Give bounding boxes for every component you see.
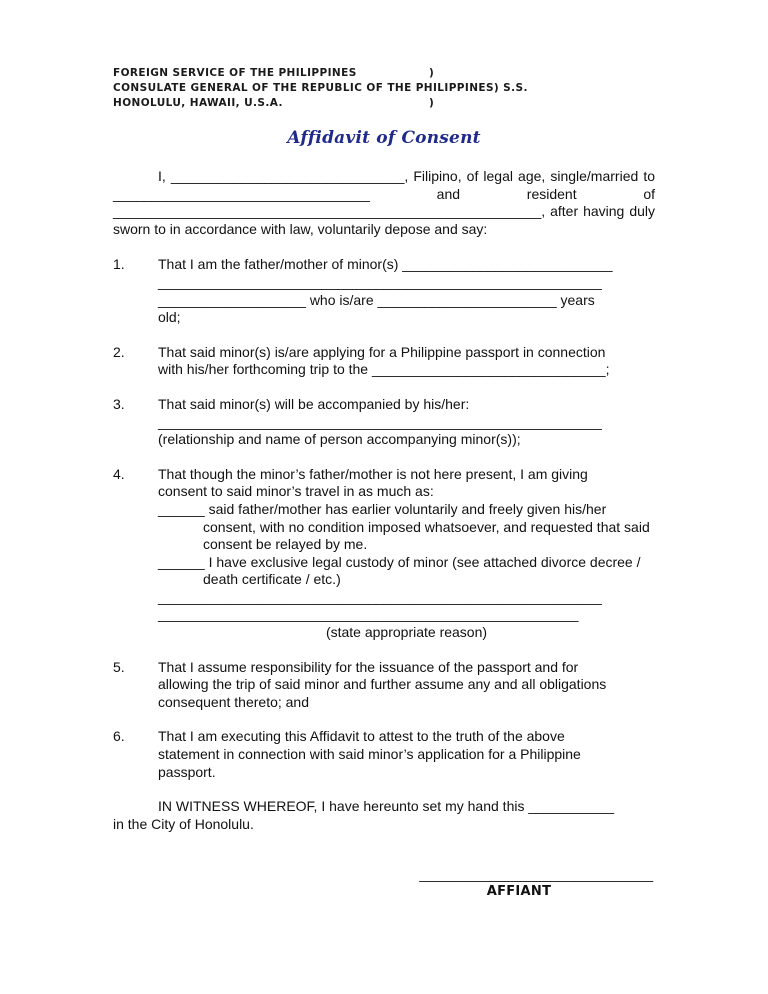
statement-item-4	[113, 466, 655, 642]
item-number: 4.	[113, 465, 125, 482]
affidavit-body	[113, 168, 655, 833]
item-line: That though the minor’s father/mother is not here present, I am giving	[158, 465, 588, 482]
document-header	[113, 66, 553, 111]
document-title: Affidavit of Consent	[287, 128, 481, 148]
item-number: 3.	[113, 395, 125, 412]
item-line: ___________________ who is/are _______________________ years	[158, 291, 595, 308]
header-paren-3: )	[429, 97, 435, 109]
item-line: That I am the father/mother of minor(s) ___________________________	[158, 256, 613, 273]
item-number: 1.	[113, 256, 125, 273]
header-line-2	[113, 81, 553, 96]
item-line: allowing the trip of said minor and further assume any and all obligations	[158, 676, 607, 693]
reason-blank-line: _________________________________________________________	[158, 588, 602, 605]
item-line: statement in connection with said minor’s application for a Philippine	[158, 746, 581, 763]
statement-list	[113, 256, 655, 781]
header-consulate: CONSULATE GENERAL OF THE REPUBLIC OF THE PHILIPPINES) S.S.	[113, 82, 528, 94]
item-line: That said minor(s) is/are applying for a Philippine passport in connection	[158, 343, 606, 360]
item-line: consequent thereto; and	[158, 693, 310, 710]
witness-line-1: IN WITNESS WHEREOF, I have hereunto set my hand this ___________	[158, 798, 614, 815]
item-line: That I assume responsibility for the issuance of the passport and for	[158, 658, 579, 675]
item-number: 6.	[113, 728, 125, 745]
witness-line-2: in the City of Honolulu.	[113, 815, 254, 832]
header-line-1	[113, 66, 553, 81]
consent-option-exclusive-custody: ______ I have exclusive legal custody of minor (see attached divorce decree / death certificate / etc.)	[158, 553, 641, 588]
intro-paragraph: I, ______________________________, Filipino, of legal age, single/married to _________________________________ and resident of _______________________________________________________, after having duly sworn to in accordance with law, voluntarily depose and say:	[113, 168, 655, 237]
reason-note: (state appropriate reason)	[325, 624, 488, 641]
item-number: 2.	[113, 343, 125, 360]
item-line: _________________________________________________________	[158, 273, 602, 290]
item-line: That I am executing this Affidavit to attest to the truth of the above	[158, 728, 565, 745]
header-location: HONOLULU, HAWAII, U.S.A.	[113, 97, 283, 109]
item-line: consent to said minor’s travel in as much as:	[158, 483, 434, 500]
statement-item-1	[113, 256, 655, 326]
signature-line: ______________________________	[419, 866, 653, 882]
witness-clause	[113, 798, 655, 833]
header-line-3	[113, 96, 553, 111]
consent-option-earlier-given: ______ said father/mother has earlier voluntarily and freely given his/her consent, with no condition imposed whatsoever, and requested that said consent be relayed by me.	[158, 500, 650, 553]
reason-blank-line: ______________________________________________________	[158, 606, 579, 623]
header-paren-1: )	[429, 67, 435, 79]
statement-item-3	[113, 396, 655, 449]
item-line: _________________________________________________________	[158, 413, 602, 430]
item-line: with his/her forthcoming trip to the ______________________________;	[158, 361, 610, 378]
affiant-label: AFFIANT	[486, 884, 552, 899]
item-line: (relationship and name of person accompanying minor(s));	[158, 431, 521, 448]
statement-item-6	[113, 728, 655, 781]
item-number: 5.	[113, 658, 125, 675]
item-line: passport.	[158, 763, 216, 780]
item-line: That said minor(s) will be accompanied by his/her:	[158, 395, 470, 412]
item-line: old;	[158, 309, 181, 326]
signature-block	[385, 866, 653, 900]
statement-item-2	[113, 344, 655, 379]
statement-item-5	[113, 659, 655, 712]
header-foreign-service: FOREIGN SERVICE OF THE PHILIPPINES	[113, 67, 357, 79]
